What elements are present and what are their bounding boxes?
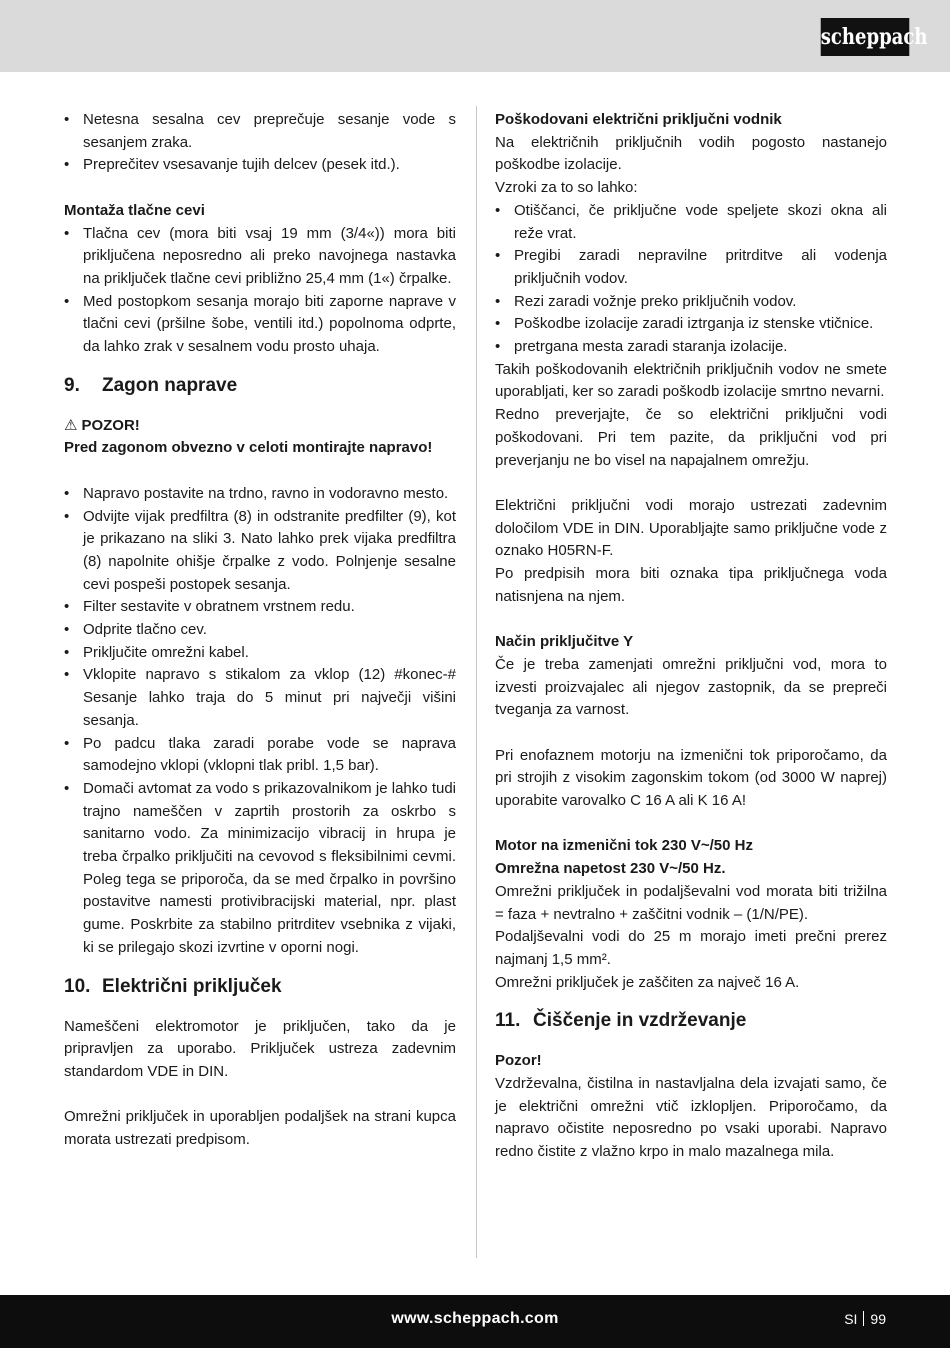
scheppach-logo: scheppach xyxy=(821,18,910,56)
warning-label: ⚠ POZOR! xyxy=(64,415,456,438)
list-item: • Priključite omrežni kabel. xyxy=(64,642,456,665)
list-item: • Odvijte vijak predfiltra (8) in odstranite predfilter (9), kot je prikazano na sliki 3. Nato lahko prek vijaka predfiltra (8) napolnite ohišje črpalke z vodo. Polnjenje sesalne cevi pospeši postopek sesanja. xyxy=(64,506,456,597)
header-bar xyxy=(0,0,950,72)
list-item: • Po padcu tlaka zaradi porabe vode se naprava samodejno vklopi (vklopni tlak pribl. 1,5 bar). xyxy=(64,733,456,778)
nacin-heading: Način priključitve Y xyxy=(495,633,634,651)
paragraph: Omrežni priključek in podaljševalni vod morata biti trižilna = faza + nevtralno + zaščitni vodnik – (1/N/PE). xyxy=(495,882,887,923)
paragraph: Električni priključni vodi morajo ustrezati zadevnim določilom VDE in DIN. Uporabljajte samo priključne vode z oznako H05RN-F. xyxy=(495,496,887,560)
paragraph: Takih poškodovanih električnih priključnih vodov ne smete uporabljati, ker so zaradi poškodb izolacije smrtno nevarni. xyxy=(495,360,887,401)
section-10-heading xyxy=(64,974,456,1000)
section-number: 10. xyxy=(64,975,91,997)
list-item: • Filter sestavite v obratnem vrstnem redu. xyxy=(64,596,456,619)
footer-bar xyxy=(0,1295,950,1348)
section-title: Čiščenje in vzdrževanje xyxy=(533,1010,747,1032)
list-item: • Pregibi zaradi nepravilne pritrditve ali vodenja priključnih vodov. xyxy=(495,245,887,290)
list-item: • Preprečitev vsesavanje tujih delcev (pesek itd.). xyxy=(64,154,456,177)
list-item: • Vklopite napravo s stikalom za vklop (12) #konec-# Sesanje lahko traja do 5 minut pri največji višini sesanja. xyxy=(64,664,456,732)
paragraph: Če je treba zamenjati omrežni priključni vod, mora to izvesti proizvajalec ali njegov zastopnik, da se prepreči tveganja za varnost. xyxy=(495,655,887,719)
list-item: • Rezi zaradi vožnje preko priključnih vodov. xyxy=(495,291,887,314)
list-item: • Netesna sesalna cev preprečuje sesanje vode s sesanjem zraka. xyxy=(64,109,456,154)
omrezni-paragraph: Omrežni priključek in uporabljen podaljšek na strani kupca morata ustrezati predpisom. xyxy=(64,1108,456,1149)
paragraph: Podaljševalni vodi do 25 m morajo imeti prečni prerez najmanj 1,5 mm². xyxy=(495,928,887,968)
section-number: 9. xyxy=(64,374,80,396)
section-11-heading xyxy=(495,1008,887,1034)
warning-triangle-icon: ⚠ xyxy=(64,416,78,434)
poskodovani-heading: Poškodovani električni priključni vodnik xyxy=(495,111,782,128)
list-item: • Tlačna cev (mora biti vsaj 19 mm (3/4«)) mora biti priključena neposredno ali preko navojnega nastavka na priključek tlačne cevi približno 25,4 mm (1«) črpalke. xyxy=(64,223,456,291)
vzroki-label: Vzroki za to so lahko: xyxy=(495,179,638,197)
section-title: Električni priključek xyxy=(102,975,282,997)
vzroki-list xyxy=(495,200,887,359)
paragraph: Po predpisih mora biti oznaka tipa priključnega voda natisnjena na njem. xyxy=(495,565,887,605)
section-number: 11. xyxy=(495,1010,521,1032)
section-title: Zagon naprave xyxy=(102,374,238,396)
napetost-heading: Omrežna napetost 230 V~/50 Hz. xyxy=(495,860,726,878)
footer-url: www.scheppach.com xyxy=(391,1310,559,1327)
list-item: • Poškodbe izolacije zaradi iztrganja iz stenske vtičnice. xyxy=(495,313,887,336)
list-item: • Domači avtomat za vodo s prikazovalnikom je lahko tudi trajno nameščen v zaprtih prostorih za oskrbo s sanitarno vodo. Za minimizacijo vibracij in hrupa je treba črpalko priključiti na cevovod s fleksibilnimi cevmi. Poleg tega se priporoča, da se med črpalko in površino postavitve namesti protivibracijski material, npr. plast gume. Poskrbite za stabilno pritrditev vsebnika z vijaki, ki se prilegajo skozi izvrtine v oporni nogi. xyxy=(64,778,456,960)
paragraph: Pri enofaznem motorju na izmenični tok priporočamo, da pri strojih z visokim zagonskim tokom (od 3000 W naprej) uporabite varovalko C 16 A ali K 16 A! xyxy=(495,746,887,810)
montaza-heading: Montaža tlačne cevi xyxy=(64,201,205,219)
list-item: • Odprite tlačno cev. xyxy=(64,619,456,642)
paragraph: Vzdrževalna, čistilna in nastavljalna dela izvajati samo, če je električni omrežni vtič izklopljen. Priporočamo, da napravo očistite neposredno po vsaki uporabi. Napravo redno čistite z vlažno krpo in malo mazalnega mila. xyxy=(495,1075,887,1161)
left-column xyxy=(64,109,456,1152)
list-item: • Med postopkom sesanja morajo biti zaporne naprave v tlačni cevi (pršilne šobe, ventili itd.) popolnoma odprte, da lahko zrak v sesalnem vodu prosto uhaja. xyxy=(64,291,456,359)
warning-text: Pred zagonom obvezno v celoti montirajte napravo! xyxy=(64,439,433,457)
motor-heading: Motor na izmenični tok 230 V~/50 Hz xyxy=(495,837,753,855)
list-item: • Otiščanci, če priključne vode speljete skozi okna ali reže vrat. xyxy=(495,200,887,245)
paragraph: Redno preverjajte, če so električni priključni vodi poškodovani. Pri tem pazite, da priključni vod pri preverjanju ne bo visel na napajalnem omrežju. xyxy=(495,406,887,469)
elektromotor-paragraph: Nameščeni elektromotor je priključen, tako da je pripravljen za uporabo. Priključek ustreza zadevnim standardom VDE in DIN. xyxy=(64,1017,456,1080)
paragraph: Omrežni priključek je zaščiten za največ 16 A. xyxy=(495,973,800,991)
list-item: • Napravo postavite na trdno, ravno in vodoravno mesto. xyxy=(64,483,456,506)
list-item: • pretrgana mesta zaradi staranja izolacije. xyxy=(495,336,887,359)
page-number: SI 99 xyxy=(844,1311,886,1327)
intro-list xyxy=(64,109,456,177)
zagon-list xyxy=(64,483,456,960)
pozor-label: Pozor! xyxy=(495,1052,542,1070)
section-9-heading xyxy=(64,373,456,399)
right-column xyxy=(495,109,887,1164)
montaza-list xyxy=(64,223,456,359)
column-divider xyxy=(476,106,477,1258)
paragraph: Na električnih priključnih vodih pogosto nastanejo poškodbe izolacije. xyxy=(495,133,887,174)
